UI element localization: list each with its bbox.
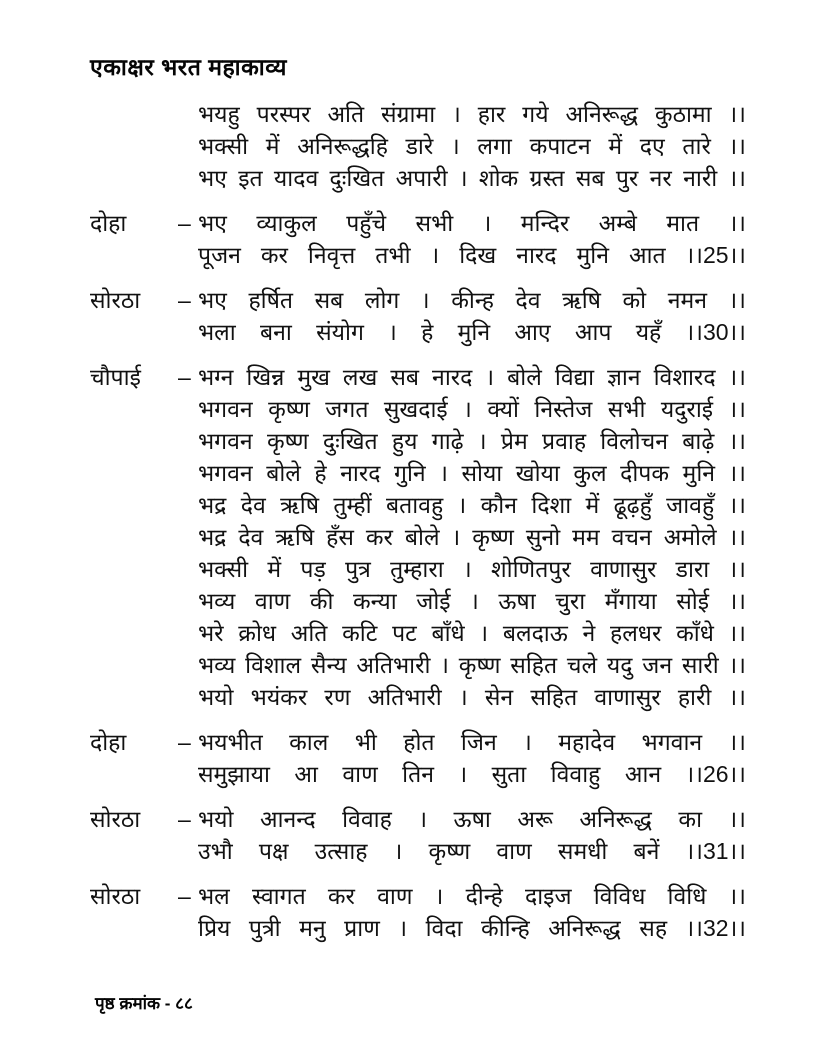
verse-section xyxy=(90,880,746,944)
verse-line: भग्न खिन्न मुख लख सब नारद । बोले विद्या ज्ञान विशारद ।। xyxy=(198,364,746,390)
verse-type-label: दोहा xyxy=(90,729,127,755)
verse-lines xyxy=(198,284,746,348)
verse-line: भगवन कृष्ण दुःखित हुय गाढ़े । प्रेम प्रवाह विलोचन बाढ़े ।। xyxy=(198,428,746,454)
verse-section xyxy=(90,361,746,713)
verse-sections-container xyxy=(90,98,746,957)
verse-type-label: चौपाई xyxy=(90,364,141,390)
verse-line: भगवन कृष्ण जगत सुखदाई । क्यों निस्तेज सभी यदुराई ।। xyxy=(198,396,746,422)
page-number-footer: पृष्ठ क्रमांक - ८८ xyxy=(95,994,193,1013)
verse-line: भल स्वागत कर वाण । दीन्हे दाइज विविध विधि ।। xyxy=(198,883,746,909)
verse-line: भक्सी में पड़ पुत्र तुम्हारा । शोणितपुर वाणासुर डारा ।। xyxy=(198,556,746,582)
verse-line: भयभीत काल भी होत जिन । महादेव भगवान ।। xyxy=(198,729,746,755)
verse-line: भद्र देव ऋषि तुम्हीं बतावहु । कौन दिशा में ढूढ़हुँ जावहुँ ।। xyxy=(198,492,746,518)
verse-line: भए व्याकुल पहुँचे सभी । मन्दिर अम्बे मात ।। xyxy=(198,210,746,236)
dash-separator: – xyxy=(178,806,191,832)
verse-section xyxy=(90,284,746,348)
verse-line: भयहु परस्पर अति संग्रामा । हार गये अनिरूद्ध कुठामा ।। xyxy=(198,101,746,127)
verse-line: भए इत यादव दुःखित अपारी । शोक ग्रस्त सब पुर नर नारी ।। xyxy=(198,165,746,191)
dash-separator: – xyxy=(178,729,191,755)
verse-line: भला बना संयोग । हे मुनि आए आप यहँ ।।30।। xyxy=(198,319,746,345)
verse-lines xyxy=(198,880,746,944)
verse-lines xyxy=(198,361,746,713)
verse-section xyxy=(90,803,746,867)
verse-line: पूजन कर निवृत्त तभी । दिख नारद मुनि आत ।।25।। xyxy=(198,242,746,268)
verse-line: भरे क्रोध अति कटि पट बाँधे । बलदाऊ ने हलधर काँधे ।। xyxy=(198,620,746,646)
dash-separator: – xyxy=(178,287,191,313)
verse-line: प्रिय पुत्री मनु प्राण । विदा कीन्हि अनिरूद्ध सह ।।32।। xyxy=(198,915,746,941)
dash-separator: – xyxy=(178,210,191,236)
verse-line: समुझाया आ वाण तिन । सुता विवाहु आन ।।26।। xyxy=(198,761,746,787)
dash-separator: – xyxy=(178,364,191,390)
verse-lines xyxy=(198,803,746,867)
page-title: एकाक्षर भरत महाकाव्य xyxy=(90,54,287,80)
verse-lines xyxy=(198,98,746,194)
verse-type-label: सोरठा xyxy=(90,883,141,909)
verse-line: भयो भयंकर रण अतिभारी । सेन सहित वाणासुर हारी ।। xyxy=(198,684,746,710)
verse-lines xyxy=(198,726,746,790)
verse-line: भव्य वाण की कन्या जोई । ऊषा चुरा मँगाया सोई ।। xyxy=(198,588,746,614)
verse-type-label: सोरठा xyxy=(90,806,141,832)
verse-line: उभौ पक्ष उत्साह । कृष्ण वाण समधी बनें ।।31।। xyxy=(198,838,746,864)
verse-type-label: सोरठा xyxy=(90,287,141,313)
verse-section xyxy=(90,726,746,790)
verse-section xyxy=(90,98,746,194)
verse-line: भद्र देव ऋषि हँस कर बोले । कृष्ण सुनो मम वचन अमोले ।। xyxy=(198,524,746,550)
verse-lines xyxy=(198,207,746,271)
verse-line: भव्य विशाल सैन्य अतिभारी । कृष्ण सहित चले यदु जन सारी ।। xyxy=(198,652,746,678)
dash-separator: – xyxy=(178,883,191,909)
verse-line: भक्सी में अनिरूद्धहि डारे । लगा कपाटन में दए तारे ।। xyxy=(198,133,746,159)
verse-line: भए हर्षित सब लोग । कीन्ह देव ऋषि को नमन ।। xyxy=(198,287,746,313)
verse-line: भयो आनन्द विवाह । ऊषा अरू अनिरूद्ध का ।। xyxy=(198,806,746,832)
verse-section xyxy=(90,207,746,271)
verse-type-label: दोहा xyxy=(90,210,127,236)
verse-line: भगवन बोले हे नारद गुनि । सोया खोया कुल दीपक मुनि ।। xyxy=(198,460,746,486)
